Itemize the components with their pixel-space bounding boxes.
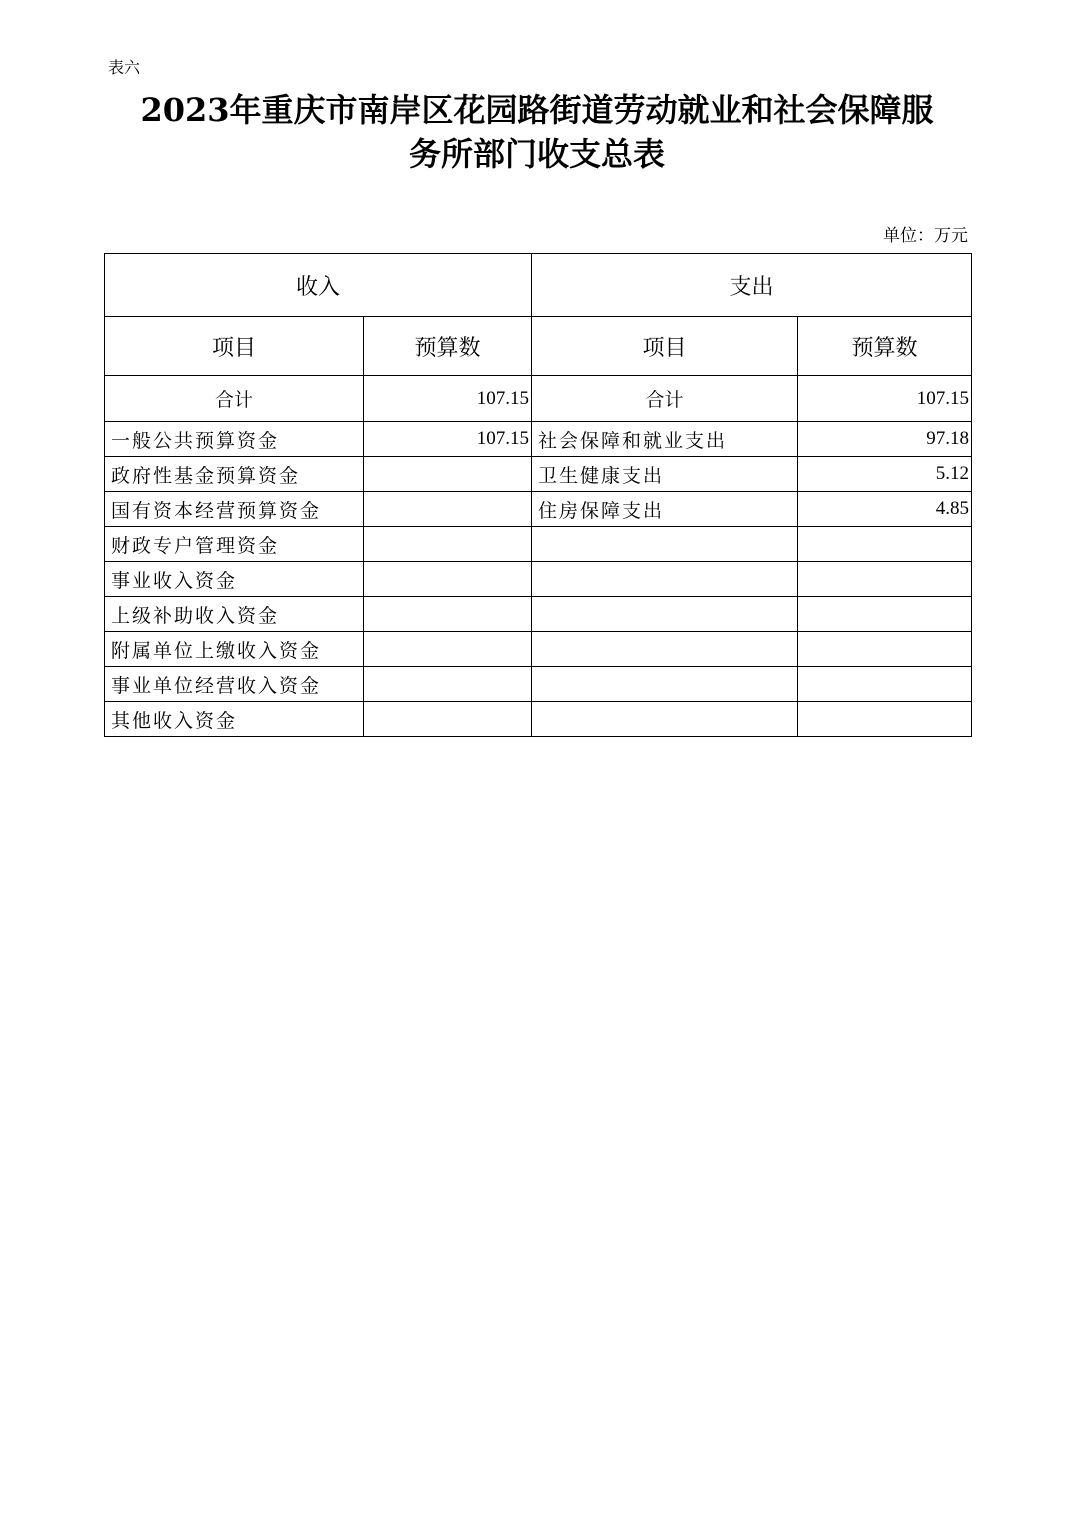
table-row bbox=[105, 702, 972, 737]
expense-total-label: 合计 bbox=[532, 376, 798, 422]
table-row bbox=[105, 422, 972, 457]
income-item: 事业单位经营收入资金 bbox=[105, 667, 364, 702]
expense-item bbox=[532, 562, 798, 597]
expense-value bbox=[798, 632, 972, 667]
expense-item: 卫生健康支出 bbox=[532, 457, 798, 492]
income-value bbox=[364, 527, 532, 562]
table-row bbox=[105, 527, 972, 562]
table-row bbox=[105, 667, 972, 702]
income-expense-summary-table bbox=[104, 253, 972, 737]
income-item: 一般公共预算资金 bbox=[105, 422, 364, 457]
expense-value bbox=[798, 667, 972, 702]
income-item: 事业收入资金 bbox=[105, 562, 364, 597]
page-title-line1: 2023年重庆市南岸区花园路街道劳动就业和社会保障服 bbox=[140, 91, 934, 129]
income-value: 107.15 bbox=[364, 422, 532, 457]
table-row bbox=[105, 562, 972, 597]
expense-item bbox=[532, 702, 798, 737]
table-number-label: 表六 bbox=[108, 58, 141, 77]
income-value bbox=[364, 702, 532, 737]
expense-value: 97.18 bbox=[798, 422, 972, 457]
table-row bbox=[105, 597, 972, 632]
income-item: 上级补助收入资金 bbox=[105, 597, 364, 632]
total-row bbox=[105, 376, 972, 422]
income-budget-column-header: 预算数 bbox=[364, 317, 532, 376]
expense-value bbox=[798, 562, 972, 597]
income-item: 国有资本经营预算资金 bbox=[105, 492, 364, 527]
expense-item bbox=[532, 667, 798, 702]
income-item: 财政专户管理资金 bbox=[105, 527, 364, 562]
income-item: 政府性基金预算资金 bbox=[105, 457, 364, 492]
income-value bbox=[364, 562, 532, 597]
expense-item bbox=[532, 632, 798, 667]
income-item: 其他收入资金 bbox=[105, 702, 364, 737]
income-total-value: 107.15 bbox=[364, 376, 532, 422]
expense-budget-column-header: 预算数 bbox=[798, 317, 972, 376]
income-value bbox=[364, 667, 532, 702]
table-row bbox=[105, 457, 972, 492]
income-total-label: 合计 bbox=[105, 376, 364, 422]
expense-item bbox=[532, 527, 798, 562]
income-value bbox=[364, 597, 532, 632]
expense-value: 5.12 bbox=[798, 457, 972, 492]
page-title-line2: 务所部门收支总表 bbox=[408, 135, 665, 173]
table-row bbox=[105, 492, 972, 527]
unit-label: 单位：万元 bbox=[883, 226, 968, 246]
expense-total-value: 107.15 bbox=[798, 376, 972, 422]
column-header-row bbox=[105, 317, 972, 376]
expense-header: 支出 bbox=[532, 254, 972, 317]
expense-value: 4.85 bbox=[798, 492, 972, 527]
income-header: 收入 bbox=[105, 254, 532, 317]
expense-value bbox=[798, 597, 972, 632]
income-item-column-header: 项目 bbox=[105, 317, 364, 376]
expense-value bbox=[798, 702, 972, 737]
table-row bbox=[105, 632, 972, 667]
income-value bbox=[364, 632, 532, 667]
expense-item: 住房保障支出 bbox=[532, 492, 798, 527]
income-value bbox=[364, 457, 532, 492]
expense-value bbox=[798, 527, 972, 562]
expense-item: 社会保障和就业支出 bbox=[532, 422, 798, 457]
expense-item bbox=[532, 597, 798, 632]
group-header-row bbox=[105, 254, 972, 317]
income-value bbox=[364, 492, 532, 527]
expense-item-column-header: 项目 bbox=[532, 317, 798, 376]
income-item: 附属单位上缴收入资金 bbox=[105, 632, 364, 667]
